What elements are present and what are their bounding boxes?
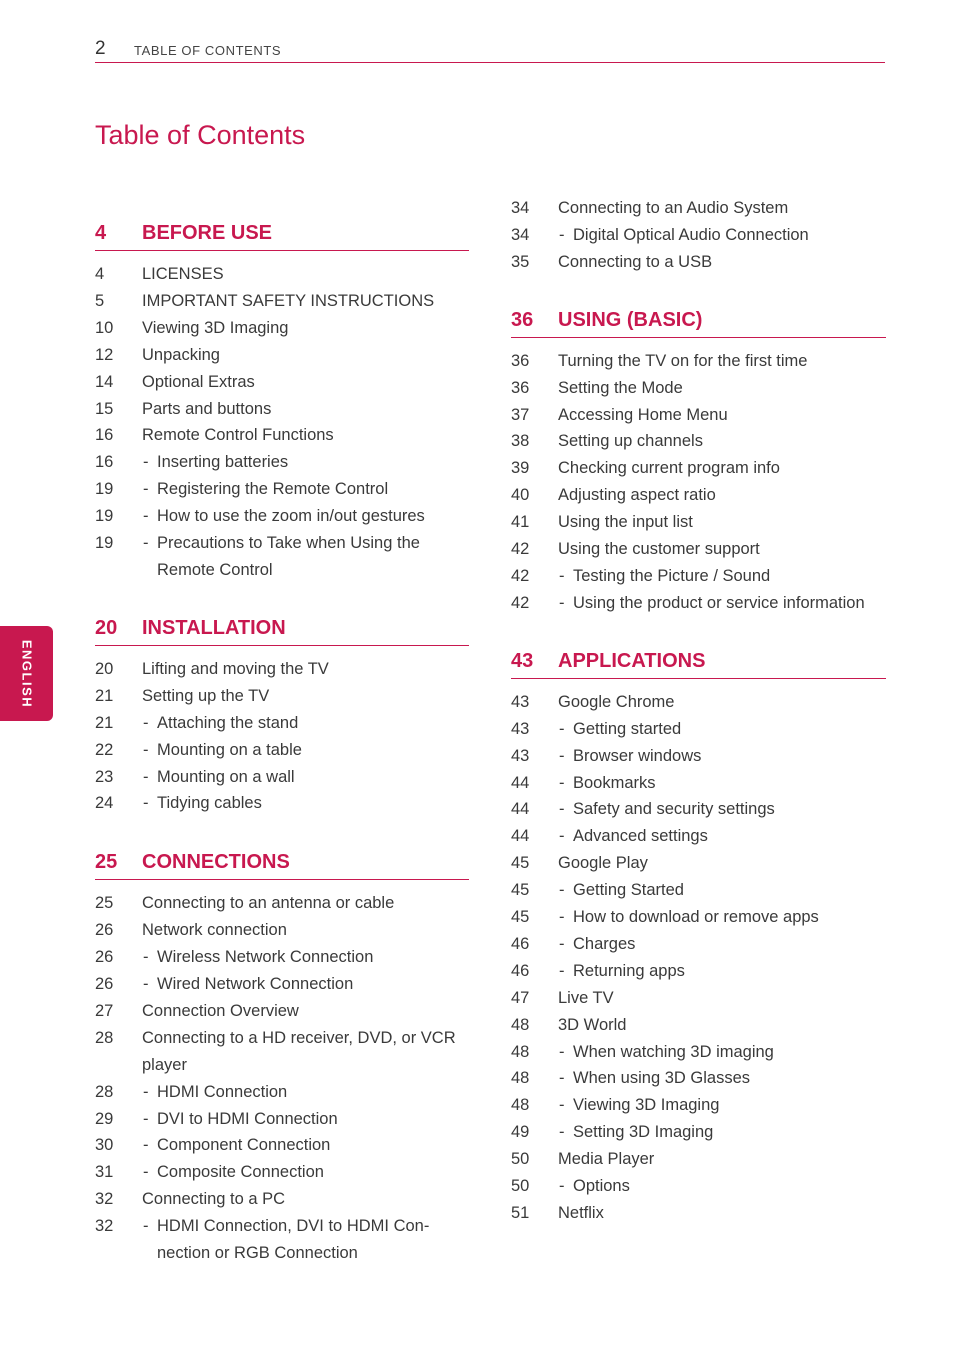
entry-title: - HDMI Connection <box>157 1079 469 1106</box>
running-title: TABLE OF CONTENTS <box>134 43 282 58</box>
entry-title: - Safety and security settings <box>573 796 886 823</box>
section-heading[interactable] <box>95 851 469 880</box>
continued-entry-list <box>511 195 886 276</box>
toc-entry[interactable] <box>511 509 886 536</box>
entry-page-number: 44 <box>511 773 530 792</box>
entry-title: Setting the Mode <box>558 378 683 397</box>
entry-title: Turning the TV on for the first time <box>558 351 808 370</box>
toc-entry[interactable] <box>95 369 469 396</box>
entry-page-number: 48 <box>511 1042 530 1061</box>
entry-page-number: 30 <box>95 1136 114 1155</box>
entry-list <box>95 656 469 817</box>
entry-title: - DVI to HDMI Connection <box>157 1106 469 1133</box>
toc-section-before-use <box>95 222 469 584</box>
toc-entry[interactable] <box>511 402 886 429</box>
entry-title: Viewing 3D Imaging <box>142 318 289 337</box>
section-number: 4 <box>95 222 107 244</box>
section-title: CONNECTIONS <box>142 851 290 874</box>
entry-page-number: 46 <box>511 961 530 980</box>
toc-entry[interactable] <box>95 288 469 315</box>
toc-entry[interactable] <box>511 1200 886 1227</box>
toc-entry[interactable] <box>511 249 886 276</box>
entry-title: Network connection <box>142 921 287 940</box>
entry-title: Checking current program info <box>558 459 780 478</box>
toc-subentry[interactable] <box>95 1159 469 1186</box>
entry-page-number: 28 <box>95 1028 114 1047</box>
entry-page-number: 34 <box>511 225 530 244</box>
entry-page-number: 20 <box>95 659 114 678</box>
entry-title: - Registering the Remote Control <box>157 476 469 503</box>
entry-title: Connecting to a HD receiver, DVD, or VCR player <box>142 1028 456 1074</box>
entry-title: Setting up channels <box>558 432 703 451</box>
section-heading[interactable] <box>95 617 469 646</box>
section-heading[interactable] <box>511 650 886 679</box>
entry-page-number: 42 <box>511 540 530 559</box>
entry-title: Live TV <box>558 988 614 1007</box>
toc-subentry[interactable] <box>511 222 886 249</box>
toc-subentry[interactable] <box>511 563 886 590</box>
toc-subentry[interactable] <box>95 476 469 503</box>
toc-subentry[interactable] <box>95 1079 469 1106</box>
entry-title: - Composite Connection <box>157 1159 469 1186</box>
toc-subentry[interactable] <box>95 1213 469 1267</box>
toc-entry[interactable] <box>511 428 886 455</box>
entry-page-number: 36 <box>511 378 530 397</box>
toc-section-connections <box>95 851 469 1267</box>
entry-page-number: 10 <box>95 318 114 337</box>
entry-title: Remote Control Functions <box>142 426 334 445</box>
toc-subentry[interactable] <box>95 710 469 737</box>
page-title: Table of Contents <box>95 120 306 150</box>
entry-title: - Precautions to Take when Using the Remote Control <box>157 530 469 584</box>
toc-subentry[interactable] <box>511 1119 886 1146</box>
entry-title: - Getting Started <box>573 877 886 904</box>
toc-subentry[interactable] <box>95 790 469 817</box>
entry-title: LICENSES <box>142 265 224 283</box>
section-number: 20 <box>95 616 118 639</box>
entry-title: - Advanced settings <box>573 823 886 850</box>
entry-title: - Wireless Network Connection <box>157 944 469 971</box>
toc-subentry[interactable] <box>511 931 886 958</box>
entry-title: 3D World <box>558 1015 627 1034</box>
language-tab <box>0 626 53 721</box>
toc-entry[interactable] <box>511 455 886 482</box>
entry-page-number: 48 <box>511 1069 530 1088</box>
entry-title: Optional Extras <box>142 372 255 391</box>
section-title: USING (BASIC) <box>558 308 703 331</box>
toc-entry[interactable] <box>95 917 469 944</box>
entry-title: - HDMI Connection, DVI to HDMI Con-nection or RGB Connection <box>157 1213 469 1267</box>
toc-subentry[interactable] <box>95 764 469 791</box>
toc-entry[interactable] <box>95 261 469 288</box>
entry-title: Adjusting aspect ratio <box>558 486 716 505</box>
entry-page-number: 19 <box>95 534 114 553</box>
toc-subentry[interactable] <box>511 796 886 823</box>
entry-title: - Setting 3D Imaging <box>573 1119 886 1146</box>
toc-entry[interactable] <box>95 1025 469 1079</box>
section-title: INSTALLATION <box>142 616 286 639</box>
entry-page-number: 48 <box>511 1096 530 1115</box>
toc-subentry[interactable] <box>511 770 886 797</box>
section-number: 25 <box>95 851 118 874</box>
toc-subentry[interactable] <box>511 1039 886 1066</box>
toc-entry[interactable] <box>95 683 469 710</box>
entry-title: - Options <box>573 1173 886 1200</box>
toc-entry[interactable] <box>95 422 469 449</box>
entry-title: - Testing the Picture / Sound <box>573 563 886 590</box>
entry-page-number: 40 <box>511 486 530 505</box>
entry-title: - Using the product or service information <box>573 590 886 617</box>
entry-page-number: 32 <box>95 1190 114 1209</box>
toc-subentry[interactable] <box>511 716 886 743</box>
entry-title: Google Chrome <box>558 692 675 711</box>
entry-page-number: 26 <box>95 948 114 967</box>
section-heading[interactable] <box>511 309 886 338</box>
toc-section-installation <box>95 617 469 817</box>
toc-entry[interactable] <box>95 342 469 369</box>
entry-page-number: 45 <box>511 881 530 900</box>
entry-page-number: 32 <box>95 1217 114 1236</box>
entry-title: - Charges <box>573 931 886 958</box>
toc-subentry[interactable] <box>511 1065 886 1092</box>
toc-entry[interactable] <box>511 195 886 222</box>
entry-title: Media Player <box>558 1150 655 1169</box>
entry-title: - When using 3D Glasses <box>573 1065 886 1092</box>
entry-page-number: 45 <box>511 854 530 873</box>
entry-page-number: 24 <box>95 794 114 813</box>
toc-entry[interactable] <box>511 375 886 402</box>
entry-title: - How to use the zoom in/out gestures <box>157 503 469 530</box>
entry-title: - Tidying cables <box>157 790 469 817</box>
entry-page-number: 38 <box>511 432 530 451</box>
entry-title: - Bookmarks <box>573 770 886 797</box>
entry-title: Parts and buttons <box>142 399 272 418</box>
entry-page-number: 46 <box>511 934 530 953</box>
toc-subentry[interactable] <box>95 503 469 530</box>
entry-list <box>511 689 886 1227</box>
entry-title: Connecting to a PC <box>142 1190 286 1209</box>
entry-page-number: 26 <box>95 921 114 940</box>
entry-title: - Wired Network Connection <box>157 971 469 998</box>
toc-subentry[interactable] <box>511 1092 886 1119</box>
entry-title: Connecting to a USB <box>558 252 713 271</box>
toc-subentry[interactable] <box>95 1132 469 1159</box>
toc-entry[interactable] <box>95 1186 469 1213</box>
entry-title: Google Play <box>558 854 648 873</box>
page-header <box>95 38 885 63</box>
entry-page-number: 41 <box>511 513 530 532</box>
toc-entry[interactable] <box>511 850 886 877</box>
entry-page-number: 22 <box>95 740 114 759</box>
toc-subentry[interactable] <box>511 1173 886 1200</box>
section-number: 36 <box>511 308 534 331</box>
toc-subentry[interactable] <box>511 823 886 850</box>
entry-page-number: 42 <box>511 593 530 612</box>
entry-title: Using the customer support <box>558 540 760 559</box>
toc-entry[interactable] <box>511 482 886 509</box>
toc-entry[interactable] <box>95 396 469 423</box>
section-title: APPLICATIONS <box>558 649 706 672</box>
section-title: BEFORE USE <box>142 222 273 244</box>
entry-title: - Returning apps <box>573 958 886 985</box>
entry-page-number: 19 <box>95 480 114 499</box>
entry-page-number: 21 <box>95 686 114 705</box>
toc-subentry[interactable] <box>95 737 469 764</box>
entry-title: - Getting started <box>573 716 886 743</box>
entry-list <box>95 261 469 584</box>
entry-page-number: 44 <box>511 800 530 819</box>
entry-page-number: 35 <box>511 252 530 271</box>
toc-left-column <box>95 222 469 1267</box>
entry-title: - Viewing 3D Imaging <box>573 1092 886 1119</box>
entry-page-number: 44 <box>511 827 530 846</box>
entry-page-number: 45 <box>511 908 530 927</box>
entry-title: Setting up the TV <box>142 686 270 705</box>
entry-title: Connecting to an Audio System <box>558 199 789 217</box>
section-heading[interactable] <box>95 222 469 251</box>
entry-page-number: 36 <box>511 351 530 370</box>
toc-subentry[interactable] <box>95 971 469 998</box>
entry-page-number: 28 <box>95 1082 114 1101</box>
entry-page-number: 47 <box>511 988 530 1007</box>
entry-title: Lifting and moving the TV <box>142 659 329 678</box>
entry-page-number: 34 <box>511 199 530 217</box>
toc-entry[interactable] <box>95 998 469 1025</box>
entry-page-number: 21 <box>95 713 114 732</box>
entry-title: Connecting to an antenna or cable <box>142 894 395 913</box>
toc-subentry[interactable] <box>95 449 469 476</box>
language-tab-label: ENGLISH <box>19 639 34 708</box>
toc-entry[interactable] <box>511 348 886 375</box>
entry-page-number: 5 <box>95 291 105 310</box>
entry-list <box>511 348 886 617</box>
toc-section-applications <box>511 650 886 1227</box>
toc-entry[interactable] <box>511 985 886 1012</box>
entry-title: - Mounting on a wall <box>157 764 469 791</box>
entry-title: Unpacking <box>142 345 220 364</box>
entry-page-number: 43 <box>511 719 530 738</box>
toc-entry[interactable] <box>511 689 886 716</box>
toc-subentry[interactable] <box>95 944 469 971</box>
section-number: 43 <box>511 649 534 672</box>
entry-title: Accessing Home Menu <box>558 405 728 424</box>
entry-page-number: 14 <box>95 372 114 391</box>
entry-title: - Digital Optical Audio Connection <box>573 222 886 249</box>
entry-page-number: 51 <box>511 1204 530 1222</box>
entry-page-number: 16 <box>95 426 114 445</box>
entry-page-number: 50 <box>511 1177 530 1196</box>
entry-title: - Inserting batteries <box>157 449 469 476</box>
entry-page-number: 23 <box>95 767 114 786</box>
entry-title: Netflix <box>558 1204 604 1222</box>
toc-subentry[interactable] <box>511 904 886 931</box>
toc-subentry[interactable] <box>511 743 886 770</box>
entry-page-number: 42 <box>511 566 530 585</box>
toc-section-using-basic <box>511 309 886 617</box>
toc-subentry[interactable] <box>95 530 469 584</box>
toc-entry[interactable] <box>511 1146 886 1173</box>
toc-entry[interactable] <box>95 656 469 683</box>
entry-page-number: 31 <box>95 1163 114 1182</box>
entry-page-number: 48 <box>511 1015 530 1034</box>
entry-title: - Mounting on a table <box>157 737 469 764</box>
entry-page-number: 19 <box>95 507 114 526</box>
entry-list <box>95 890 469 1267</box>
entry-title: - Component Connection <box>157 1132 469 1159</box>
toc-subentry[interactable] <box>511 958 886 985</box>
entry-title: Using the input list <box>558 513 693 532</box>
toc-entry[interactable] <box>511 1012 886 1039</box>
entry-page-number: 43 <box>511 692 530 711</box>
entry-title: - When watching 3D imaging <box>573 1039 886 1066</box>
entry-page-number: 15 <box>95 399 114 418</box>
entry-title: IMPORTANT SAFETY INSTRUCTIONS <box>142 291 435 310</box>
entry-page-number: 50 <box>511 1150 530 1169</box>
entry-page-number: 39 <box>511 459 530 478</box>
toc-entry[interactable] <box>95 890 469 917</box>
entry-page-number: 26 <box>95 975 114 994</box>
toc-entry[interactable] <box>511 536 886 563</box>
entry-title: Connection Overview <box>142 1001 299 1020</box>
entry-page-number: 29 <box>95 1109 114 1128</box>
entry-page-number: 37 <box>511 405 530 424</box>
toc-entry[interactable] <box>95 315 469 342</box>
entry-page-number: 25 <box>95 894 114 913</box>
entry-page-number: 4 <box>95 265 105 283</box>
entry-title: - Browser windows <box>573 743 886 770</box>
toc-subentry[interactable] <box>511 877 886 904</box>
entry-page-number: 12 <box>95 345 114 364</box>
entry-title: - Attaching the stand <box>157 710 469 737</box>
toc-subentry[interactable] <box>95 1106 469 1133</box>
entry-title: - How to download or remove apps <box>573 904 886 931</box>
entry-page-number: 27 <box>95 1001 114 1020</box>
entry-page-number: 16 <box>95 453 114 472</box>
toc-subentry[interactable] <box>511 590 886 617</box>
page-number: 2 <box>95 38 106 59</box>
toc-right-column <box>511 195 886 1227</box>
entry-page-number: 49 <box>511 1123 530 1142</box>
entry-page-number: 43 <box>511 746 530 765</box>
